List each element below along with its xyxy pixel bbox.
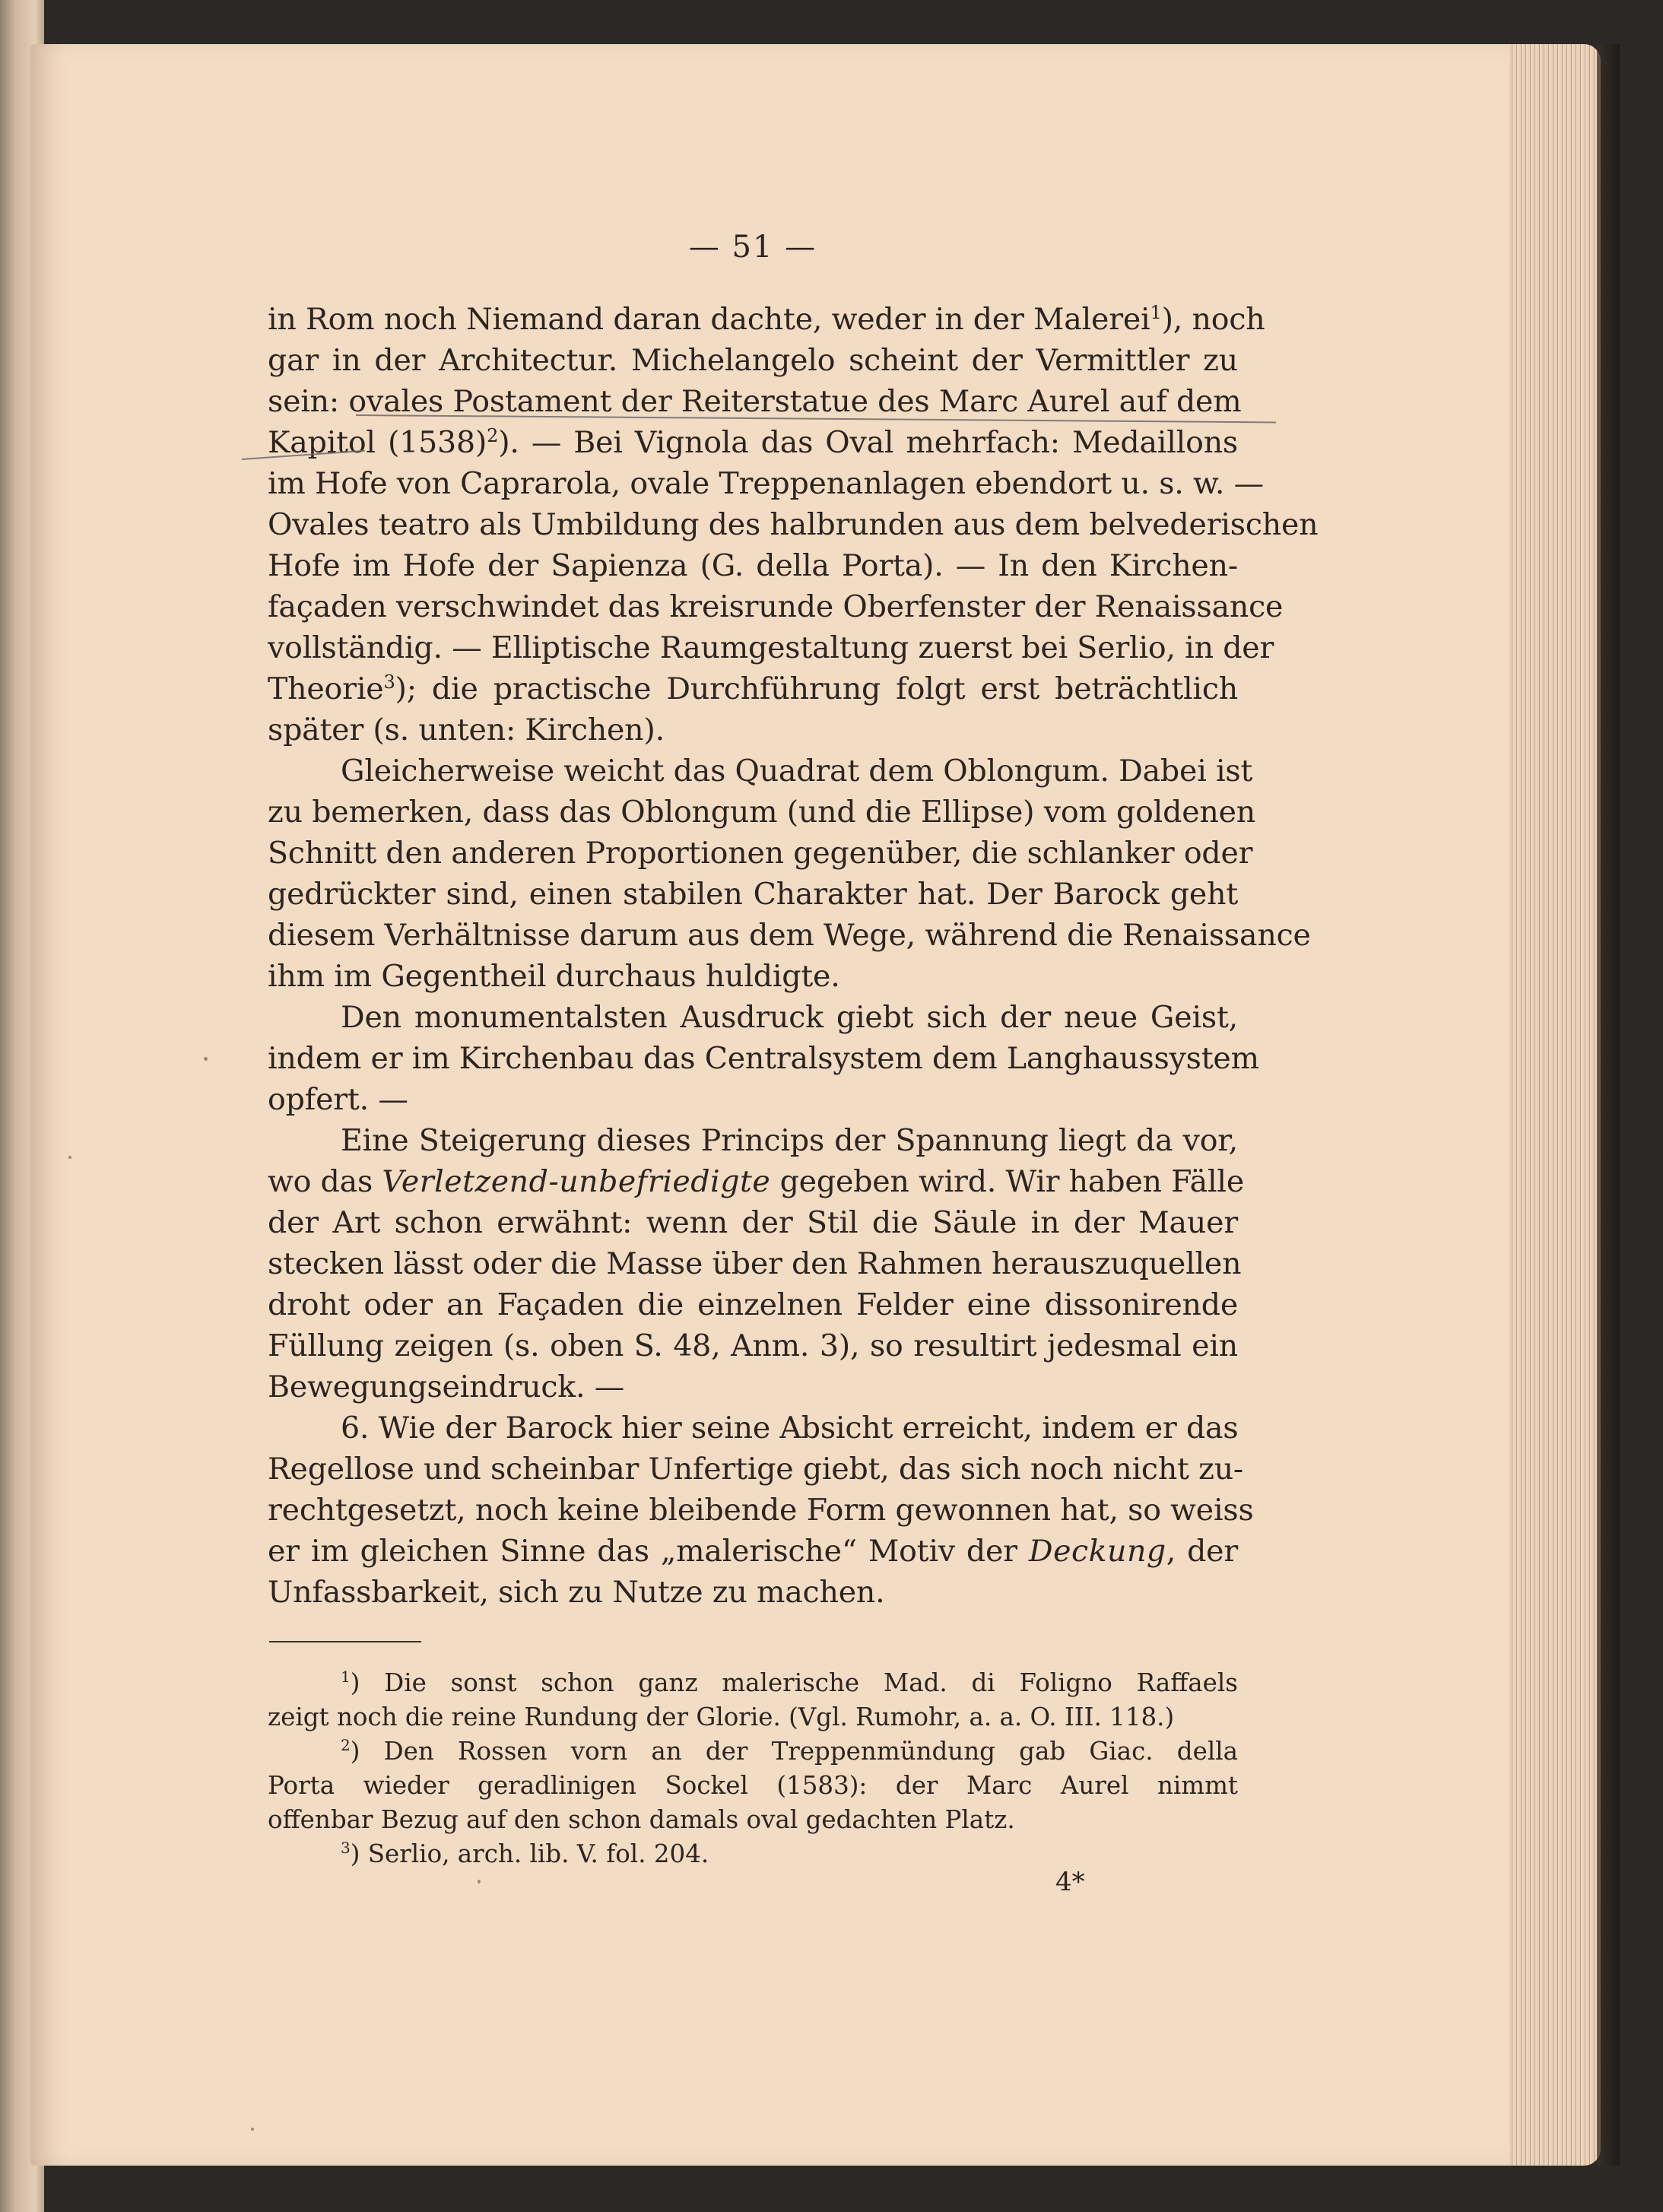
footnote-ref: 2 [487,425,499,446]
footnote-2-cont: Porta wieder geradlinigen Sockel (1583): der Marc Aurel nimmt [268,1771,1238,1800]
text-line: Schnitt den anderen Proportionen gegenüber, die schlanker oder [268,836,1253,871]
text-line: später (s. unten: Kirchen). [268,712,665,747]
page-fore-edge [1509,44,1601,2166]
text-line: Füllung zeigen (s. oben S. 48, Anm. 3), so resultirt jedesmal ein [268,1328,1238,1363]
text-line: ihm im Gegentheil durchaus huldigte. [268,959,840,994]
text-line: Den monumentalsten Ausdruck giebt sich der neue Geist, [341,1000,1238,1035]
text-line: rechtgesetzt, noch keine bleibende Form gewonnen hat, so weiss [268,1493,1254,1528]
text-line: façaden verschwindet das kreisrunde Oberfenster der Renaissance [268,589,1284,624]
body-text [268,299,1319,1613]
signature-mark: 4* [1055,1867,1085,1897]
text-line: Eine Steigerung dieses Princips der Spannung liegt da vor, [341,1123,1238,1158]
paper-speck [204,1057,208,1061]
text-line: Kapitol $(1538)^2$). — Bei Vignola das Oval mehrfach: Medaillons [268,425,1238,460]
text-line: indem er im Kirchenbau das Centralsystem dem Langhaussystem [268,1041,1259,1076]
text-line: Theorie$^3$); die practische Durchführung folgt erst beträchtlich [268,671,1238,706]
footnote-3: $^3$) Serlio, arch. lib. V. fol. 204. [341,1839,709,1868]
footnotes [268,1666,1238,1871]
text-line: wo das Verletzend-unbefriedigte gegeben wird. Wir haben Fälle [268,1164,1245,1199]
italic-term: Deckung [1028,1534,1166,1569]
footnote-rule [269,1641,421,1642]
page-shadow [1597,44,1620,2166]
text-line: droht oder an Façaden die einzelnen Felder eine dissonirende [268,1287,1238,1322]
page-number: — 51 — [688,230,817,265]
footnote-1: $^1$) Die sonst schon ganz malerische Mad. di Foligno Raffaels [341,1668,1238,1697]
text-line: Hofe im Hofe der Sapienza (G. della Porta). — In den Kirchen- [268,548,1238,583]
italic-term: Verletzend-unbefriedigte [382,1164,771,1199]
text-line: vollständig. — Elliptische Raumgestaltung zuerst bei Serlio, in der [268,630,1274,665]
paper-speck [68,1156,71,1159]
text-line: gedrückter sind, einen stabilen Charakter hat. Der Barock geht [268,877,1238,912]
footnote-2-cont: offenbar Bezug auf den schon damals oval gedachten Platz. [268,1805,1015,1834]
footnote-2: $^2$) Den Rossen vorn an der Treppenmündung gab Giac. della [341,1736,1238,1766]
text-line: Gleicherweise weicht das Quadrat dem Oblongum. Dabei ist [341,754,1253,789]
footnote-ref: 3 [383,671,395,693]
text-line: 6. Wie der Barock hier seine Absicht erreicht, indem er das [341,1411,1239,1446]
paper-speck [478,1880,481,1884]
text-line: der Art schon erwähnt: wenn der Stil die Säule in der Mauer [268,1205,1238,1240]
text-line: gar in der Architectur. Michelangelo scheint der Vermittler zu [268,343,1238,378]
text-line: Unfassbarkeit, sich zu Nutze zu machen. [268,1575,885,1610]
text-line: in Rom noch Niemand daran dachte, weder in der Malerei$^1$), noch [268,302,1265,337]
text-line: Regellose und scheinbar Unfertige giebt, das sich noch nicht zu- [268,1452,1244,1487]
text-line: Ovales teatro als Umbildung des halbrunden aus dem belvederischen [268,507,1319,542]
text-line: Bewegungseindruck. — [268,1369,625,1404]
text-line: sein: ovales Postament der Reiterstatue des Marc Aurel auf dem [268,384,1242,419]
text-line: diesem Verhältnisse darum aus dem Wege, während die Renaissance [268,918,1311,953]
footnote-ref: 1 [1150,302,1162,323]
paper-speck [251,2128,254,2131]
footnote-1-cont: zeigt noch die reine Rundung der Glorie. (Vgl. Rumohr, a. a. O. III. 118.) [268,1703,1175,1731]
text-line: er im gleichen Sinne das „malerische“ Motiv der Deckung, der [268,1534,1239,1569]
text-line: stecken lässt oder die Masse über den Rahmen herauszuquellen [268,1246,1242,1281]
text-line: zu bemerken, dass das Oblongum (und die Ellipse) vom goldenen [268,795,1256,830]
text-line: im Hofe von Caprarola, ovale Treppenanlagen ebendort u. s. w. — [268,466,1264,501]
text-line: opfert. — [268,1082,408,1117]
